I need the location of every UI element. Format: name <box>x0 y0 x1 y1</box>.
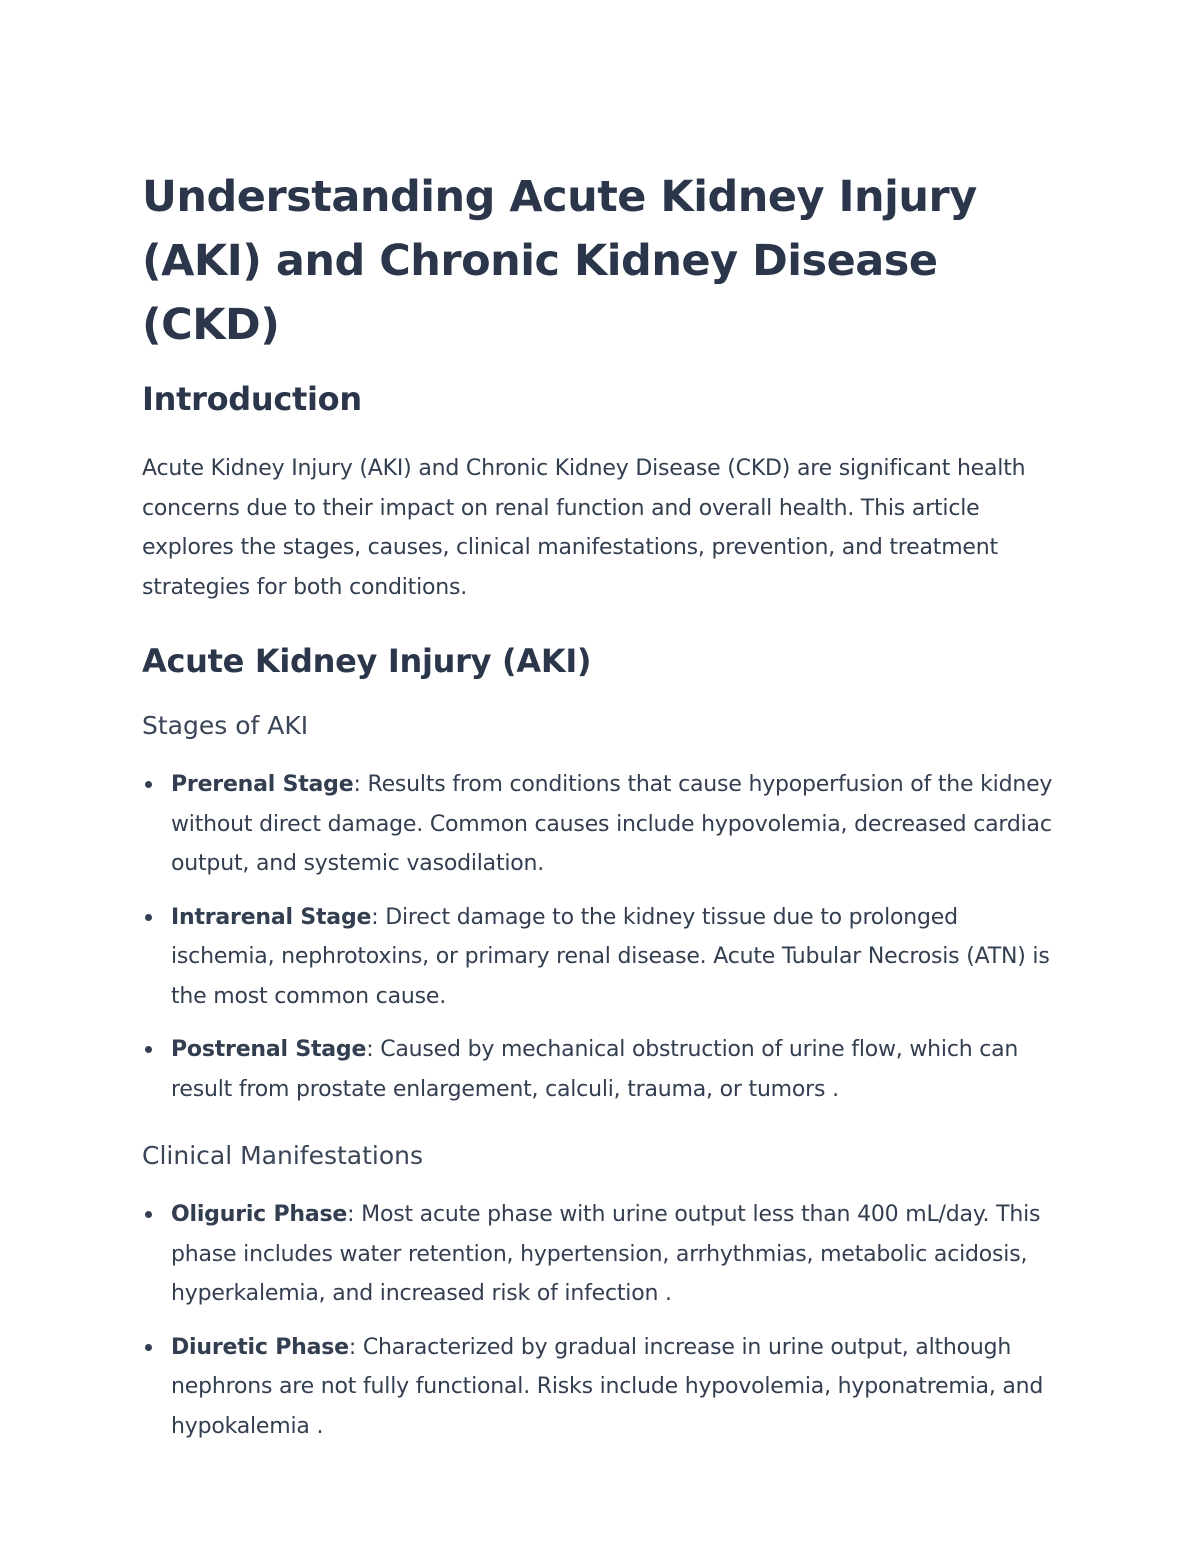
list-item-term: Diuretic Phase <box>171 1334 349 1360</box>
stages-list <box>142 765 1062 1109</box>
bullet-icon <box>145 1211 152 1218</box>
introduction-paragraph: Acute Kidney Injury (AKI) and Chronic Kidney Disease (CKD) are significant health concerns due to their impact on renal function and overall health. This article explores the stages, causes, clinical manifestations, prevention, and treatment strategies for both conditions. <box>142 456 1026 600</box>
page-title: Understanding Acute Kidney Injury (AKI) and Chronic Kidney Disease (CKD) <box>142 172 977 350</box>
list-item-separator: : <box>348 1334 363 1360</box>
list-item-term: Intrarenal Stage <box>171 904 372 930</box>
document-page <box>142 165 1062 1460</box>
list-item-separator: : <box>366 1037 381 1062</box>
list-item-text: Caused by mechanical obstruction of urine flow, which can result from prostate enlargement, calculi, trauma, or tumors . <box>171 1037 1019 1102</box>
list-item-term: Prerenal Stage <box>171 772 354 797</box>
list-item <box>142 1030 1062 1109</box>
manifestations-list <box>142 1195 1062 1446</box>
list-item-separator: : <box>353 772 368 797</box>
list-item-separator: : <box>371 904 386 930</box>
list-item-text: Characterized by gradual increase in urine output, although nephrons are not fully functional. Risks include hypovolemia, hyponatremia, and hypokalemia . <box>171 1334 1044 1439</box>
list-item <box>142 1195 1062 1314</box>
list-item <box>142 898 1062 1017</box>
bullet-icon <box>145 1046 152 1053</box>
list-item-text: Most acute phase with urine output less than 400 mL/day. This phase includes water retention, hypertension, arrhythmias, metabolic acidosis, hyperkalemia, and increased risk of infection . <box>171 1202 1041 1306</box>
list-item-text: Direct damage to the kidney tissue due to prolonged ischemia, nephrotoxins, or primary renal disease. Acute Tubular Necrosis (ATN) is the most common cause. <box>171 904 1050 1009</box>
bullet-icon <box>145 781 152 788</box>
aki-heading: Acute Kidney Injury (AKI) <box>142 642 592 680</box>
bullet-icon <box>145 914 152 921</box>
introduction-heading: Introduction <box>142 380 362 418</box>
list-item-text: Results from conditions that cause hypoperfusion of the kidney without direct damage. Common causes include hypovolemia, decreased cardiac output, and systemic vasodilation. <box>171 772 1053 876</box>
stages-heading: Stages of AKI <box>142 711 309 740</box>
list-item <box>142 1328 1062 1447</box>
list-item-term: Postrenal Stage <box>171 1037 367 1062</box>
manifestations-heading: Clinical Manifestations <box>142 1141 424 1170</box>
list-item <box>142 765 1062 884</box>
list-item-term: Oliguric Phase <box>171 1202 348 1227</box>
list-item-separator: : <box>347 1202 362 1227</box>
bullet-icon <box>145 1344 152 1351</box>
